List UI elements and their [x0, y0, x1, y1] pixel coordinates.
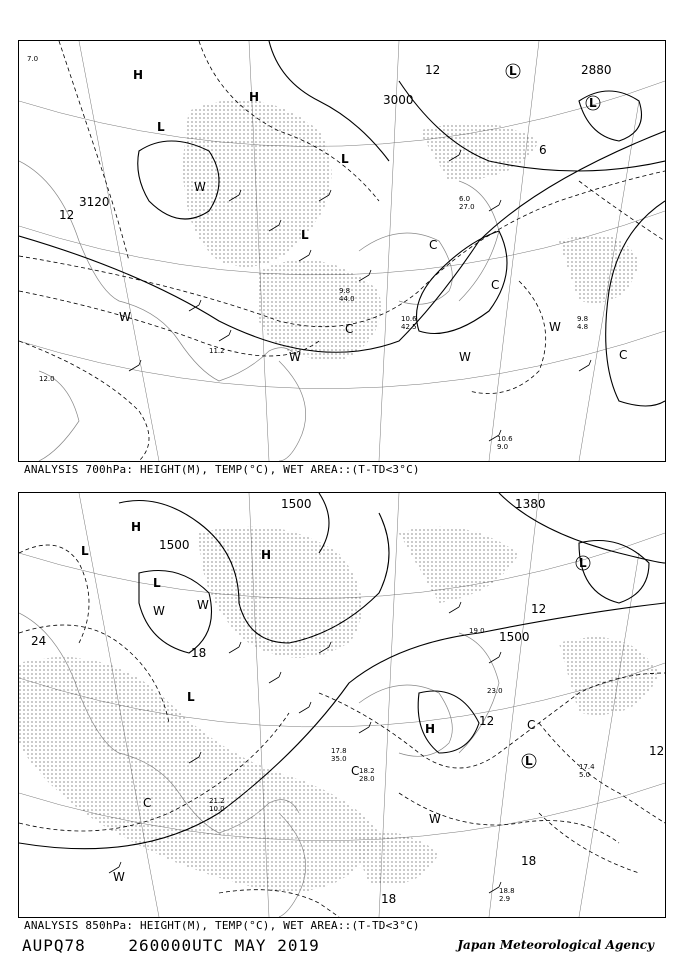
- contour-label: 2880: [581, 63, 612, 77]
- map-850hpa: [19, 493, 665, 917]
- warm-mark: W: [113, 870, 125, 884]
- wet-area: [19, 526, 659, 893]
- low-pressure-mark: L: [187, 690, 195, 704]
- warm-mark: W: [429, 812, 441, 826]
- agency-name: Japan Meteorological Agency: [457, 938, 654, 952]
- warm-mark: W: [549, 320, 561, 334]
- station-value: 6.0 27.0: [459, 195, 475, 211]
- bulletin-header: [22, 936, 320, 955]
- station-value: 10.6 9.0: [497, 435, 513, 451]
- contour-label: 18: [521, 854, 537, 868]
- contour-label: 12: [425, 63, 441, 77]
- cold-mark: C: [351, 764, 360, 778]
- low-pressure-mark: L: [509, 64, 517, 78]
- contour-label: 1380: [515, 497, 546, 511]
- contour-label: 12: [59, 208, 75, 222]
- caption-850hpa: ANALYSIS 850hPa: HEIGHT(M), TEMP(°C), WET AREA::(T-TD<3°C): [24, 919, 420, 932]
- contour-label: 1500: [159, 538, 190, 552]
- low-pressure-mark: L: [301, 228, 309, 242]
- contour-label: 24: [31, 634, 47, 648]
- cold-mark: C: [619, 348, 628, 362]
- cold-mark: C: [491, 278, 500, 292]
- station-value: 11.2: [209, 347, 225, 355]
- station-value: 9.8 44.0: [339, 287, 355, 303]
- contour-label: 3120: [79, 195, 110, 209]
- station-value: 18.8 2.9: [499, 887, 515, 903]
- station-value: 10.6 42.5: [401, 315, 417, 331]
- contour-label: 6: [539, 143, 547, 157]
- warm-mark: W: [197, 598, 209, 612]
- contour-label: 3000: [383, 93, 414, 107]
- station-value: 9.8 4.8: [577, 315, 589, 331]
- station-value: 19.0: [469, 627, 485, 635]
- station-value: 17.4 5.0: [579, 763, 595, 779]
- high-pressure-mark: H: [425, 722, 436, 736]
- low-pressure-mark: L: [157, 120, 165, 134]
- contour-label: 12: [649, 744, 665, 758]
- warm-mark: W: [153, 604, 165, 618]
- contour-label: 18: [381, 892, 397, 906]
- station-value: 17.8 35.0: [331, 747, 347, 763]
- cold-mark: C: [429, 238, 438, 252]
- warm-mark: W: [289, 350, 301, 364]
- low-pressure-mark: L: [579, 556, 587, 570]
- map-700hpa: [19, 41, 665, 461]
- low-pressure-mark: L: [589, 96, 597, 110]
- high-pressure-mark: H: [131, 520, 142, 534]
- station-value: 18.2 28.0: [359, 767, 375, 783]
- analysis-time: 260000UTC MAY 2019: [128, 936, 320, 955]
- warm-mark: W: [194, 180, 206, 194]
- station-value: 21.2 10.0: [209, 797, 225, 813]
- chart-panel-850hpa: [18, 492, 666, 918]
- contour-label: 1500: [499, 630, 530, 644]
- cold-mark: C: [527, 718, 536, 732]
- contour-label: 12: [479, 714, 495, 728]
- caption-700hpa: ANALYSIS 700hPa: HEIGHT(M), TEMP(°C), WET AREA::(T-TD<3°C): [24, 463, 420, 476]
- chart-panel-700hpa: [18, 40, 666, 462]
- high-pressure-mark: H: [261, 548, 272, 562]
- contour-label: 1500: [281, 497, 312, 511]
- low-pressure-mark: L: [525, 754, 533, 768]
- contour-label: 18: [191, 646, 207, 660]
- station-value: 23.0: [487, 687, 503, 695]
- station-value: 7.0: [27, 55, 39, 63]
- high-pressure-mark: H: [249, 90, 260, 104]
- station-observations: [27, 55, 588, 451]
- warm-mark: W: [119, 310, 131, 324]
- cold-mark: C: [345, 322, 354, 336]
- warm-mark: W: [459, 350, 471, 364]
- high-pressure-mark: H: [133, 68, 144, 82]
- station-value: 12.0: [39, 375, 55, 383]
- low-pressure-mark: L: [81, 544, 89, 558]
- low-pressure-mark: L: [153, 576, 161, 590]
- low-pressure-mark: L: [341, 152, 349, 166]
- cold-mark: C: [143, 796, 152, 810]
- bulletin-code: AUPQ78: [22, 936, 86, 955]
- contour-label: 12: [531, 602, 547, 616]
